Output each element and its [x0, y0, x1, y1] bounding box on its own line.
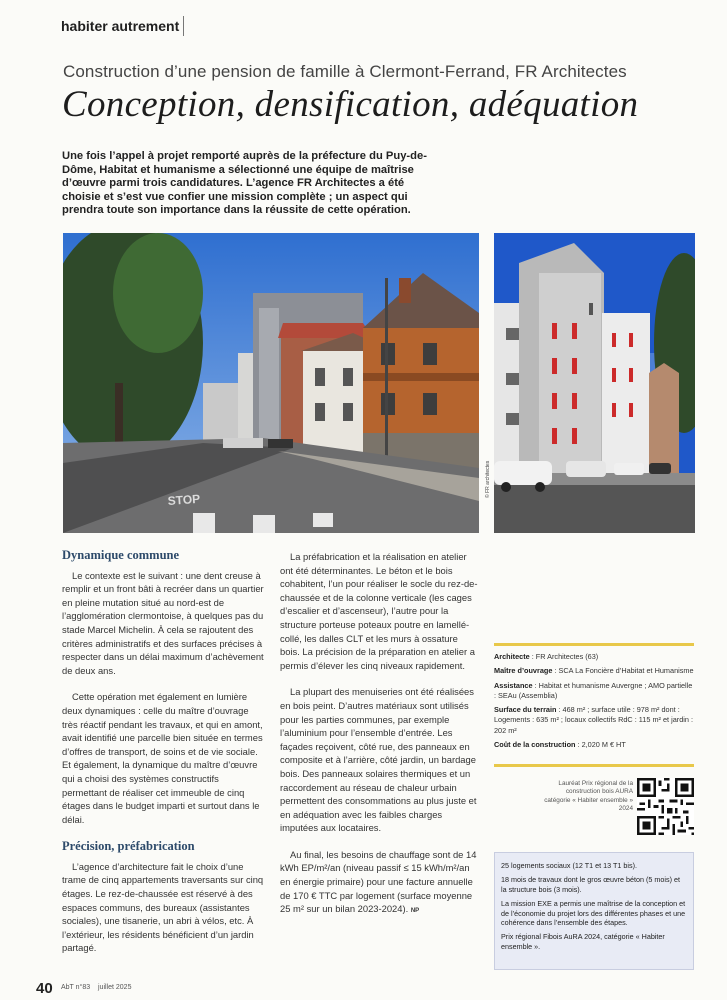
- key-figure: 25 logements sociaux (12 T1 et 13 T1 bis).: [501, 861, 637, 870]
- article-subtitle: Construction d’une pension de famille à Clermont-Ferrand, FR Architectes: [63, 62, 627, 81]
- issue-date: juillet 2025: [98, 984, 132, 991]
- paragraph: La préfabrication et la réalisation en atelier ont été déterminantes. Le béton et le bois cohabitent, l’un pour réaliser le socle du rez-de-chaussée et de la colonne verticale (les cages d’escalier et d’ascenseur), l’autre pour la structure porteuse poteaux poutre en lamellé-collé, les dalles CLT et les murs à ossature bois. La précision de la préparation en atelier a permis d’élever les cinq niveaux rapidement.: [280, 551, 478, 671]
- paragraph: Le contexte est le suivant : une dent creuse à remplir et un front bâti à recréer dans un quartier en pleine mutation situé au nord-est de l’agglomération clermontoise, à quelques pas du stade Marcel Michelin. À cela se rajoutent des critères administratifs et des surfaces précises à respecter dans un délai maximum d’achèvement de deux ans.: [62, 569, 264, 676]
- article-lead: Une fois l’appel à projet remporté auprès de la préfecture du Puy-de-Dôme, Habitat et humanisme a sélectionné une équipe de maîtrise d’œuvre parmi trois candidatures. L’agence FR Architectes a été choisie et s’est vue confier une mission complète ; un aspect qui prendra toute son importance dans la réussite de cette opération.: [62, 150, 427, 217]
- key-figures-box: [494, 852, 694, 970]
- paragraph: [280, 848, 480, 919]
- column-2: [280, 550, 480, 919]
- building-photo: [494, 233, 695, 533]
- info-surface: Surface du terrain : 468 m² ; surface utile : 978 m² dont : Logements : 635 m² ; locaux collectifs RdC : 115 m² et jardin : 202 m²: [494, 705, 693, 735]
- paragraph: L’agence d’architecture fait le choix d’une trame de cinq appartements traversants sur cinq étages. Le rez-de-chaussée est réservé à des espaces communs, des bureaux (assistantes sociales), une tisanerie, un abri à vélos, etc. À l’extérieur, les résidents bénéficient d’un jardin partagé.: [62, 860, 264, 954]
- article-headline: Conception, densification, adéquation: [62, 84, 639, 125]
- page-number: 40: [36, 980, 53, 997]
- info-cout: Coût de la construction : 2,020 M € HT: [494, 740, 626, 750]
- info-assistance: Assistance : Habitat et humanisme Auvergne ; AMO partielle : SEAu (Assemblia): [494, 680, 693, 700]
- street-photo-image: [63, 233, 479, 533]
- stop-road-marking: STOP: [167, 491, 201, 508]
- qr-code-icon[interactable]: [637, 778, 694, 835]
- building-photo-image: [494, 233, 695, 533]
- key-figure: Prix régional Fibois AuRA 2024, catégorie « Habiter ensemble ».: [501, 932, 665, 951]
- info-bottom-rule: [494, 764, 694, 767]
- paragraph-text: Au final, les besoins de chauffage sont de 14 kWh EP/m²/an (niveau passif ≤ 15 kWh/m²/an en énergie primaire) pour une facture annuelle de 170 € TTC par logement (surface moyenne 25 m² sur un bilan 2023-2024).: [280, 848, 477, 915]
- rubric-label: habiter autrement: [61, 18, 180, 34]
- magazine-issue: AbT n°83: [61, 984, 91, 991]
- rubric-divider: [183, 16, 184, 36]
- info-maitre-ouvrage: Maître d’ouvrage : SCA La Foncière d’Habitat et Humanisme: [494, 666, 694, 676]
- author-signature: NP: [410, 908, 420, 915]
- paragraph: Cette opération met également en lumière deux dynamiques : celle du maître d’ouvrage très réactif pendant les travaux, et qui en amont, avait identifié une parcelle bien située en termes d’offres de transport, de soins et de vie sociale. Et également, la dynamique du maître d’œuvre qui a choisi des systèmes constructifs permettant de réaliser cet immeuble de cinq étages dans le budget imparti et surtout dans le délai.: [62, 691, 263, 825]
- info-top-rule: [494, 643, 694, 646]
- info-architecte: Architecte : FR Architectes (63): [494, 652, 599, 661]
- street-photo: [63, 233, 479, 533]
- photo-credit: © FR architectes: [485, 460, 491, 498]
- column-1: [62, 549, 266, 955]
- prize-note: Lauréat Prix régional de la construction bois AURA catégorie « Habiter ensemble » 2024: [544, 780, 633, 812]
- key-figure: La mission EXE a permis une maîtrise de la conception et de l’économie du projet lors des différentes phases et une cohérence dans l’ensemble des étapes.: [501, 899, 686, 928]
- paragraph: La plupart des menuiseries ont été réalisées en bois peint. D’autres matériaux sont utilisés pour les parties communes, par exemple l’aluminium pour l’ensemble d’entrée. Les façades reçoivent, côté rue, des panneaux en composite et à l’arrière, côté jardin, un bardage bois. Des panneaux solaires thermiques et un raccordement au réseau de chaleur urbain permettent des consommations au plus juste et en adéquation avec les faibles charges imputées aux locataires.: [280, 686, 477, 834]
- key-figure: 18 mois de travaux dont le gros œuvre béton (5 mois) et la structure bois (3 mois).: [501, 875, 680, 894]
- section-title-dynamique: Dynamique commune: [62, 548, 180, 562]
- project-info: [494, 652, 694, 754]
- section-title-precision: Précision, préfabrication: [62, 839, 195, 854]
